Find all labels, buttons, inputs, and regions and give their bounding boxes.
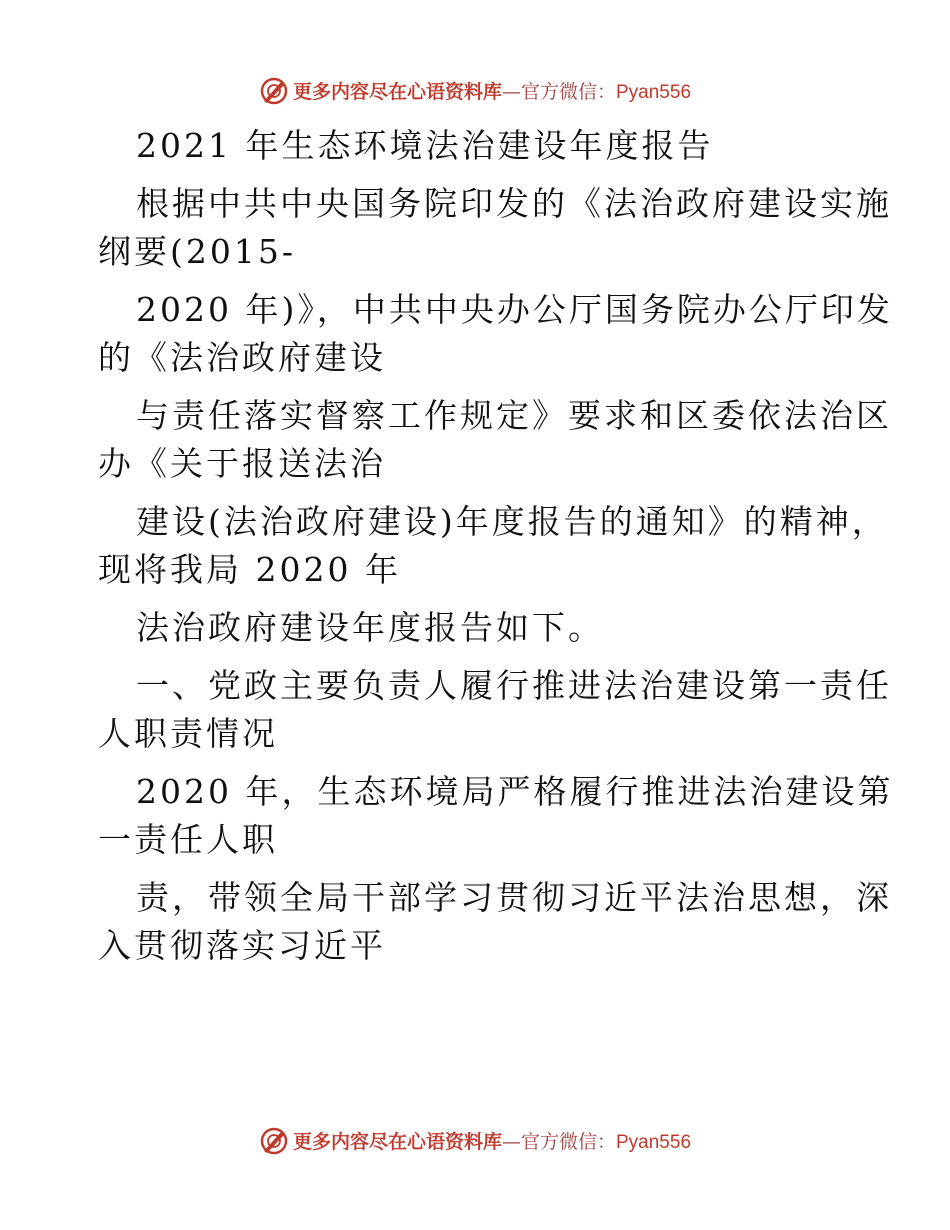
banner-site-text: 更多内容尽在心语资料库	[292, 81, 502, 103]
banner-wechat-id: Pyan556	[616, 82, 692, 103]
paragraph-line: 入贯彻落实习近平	[98, 926, 386, 965]
header-banner	[0, 78, 950, 108]
paragraph-line: 纲要(2015-	[98, 232, 297, 271]
document-body	[98, 122, 894, 970]
banner-site-text: 更多内容尽在心语资料库	[292, 1131, 502, 1153]
paragraph-line: 法治政府建设年度报告如下。	[136, 608, 604, 647]
paragraph-line: 现将我局 2020 年	[98, 550, 401, 589]
footer-banner	[0, 1128, 950, 1158]
banner-official-text: 官方微信：	[520, 1131, 616, 1153]
paragraph-line: 一责任人职	[98, 820, 278, 859]
paragraph-line: 与责任落实督察工作规定》要求和区委依法治区	[136, 396, 892, 435]
paragraph-line: 建设(法治政府建设)年度报告的通知》的精神，	[136, 502, 888, 541]
logo-icon	[259, 76, 289, 106]
paragraph-line: 责，带领全局干部学习贯彻习近平法治思想，深	[136, 878, 892, 917]
paragraph-line: 2020 年)》，中共中央办公厅国务院办公厅印发	[136, 290, 893, 329]
section-heading-cont: 人职责情况	[98, 714, 278, 753]
document-title: 2021 年生态环境法治建设年度报告	[136, 126, 714, 165]
logo-icon	[259, 1126, 289, 1156]
banner-official-text: 官方微信：	[520, 81, 616, 103]
banner-wechat-id: Pyan556	[616, 1132, 692, 1153]
paragraph-line: 的《法治政府建设	[98, 338, 386, 377]
banner-dash: —	[501, 81, 521, 103]
paragraph-line: 2020 年，生态环境局严格履行推进法治建设第	[136, 772, 894, 811]
paragraph-line: 办《关于报送法治	[98, 444, 386, 483]
section-heading: 一、党政主要负责人履行推进法治建设第一责任	[136, 666, 892, 705]
banner-dash: —	[501, 1131, 521, 1153]
paragraph-line: 根据中共中央国务院印发的《法治政府建设实施	[136, 184, 892, 223]
